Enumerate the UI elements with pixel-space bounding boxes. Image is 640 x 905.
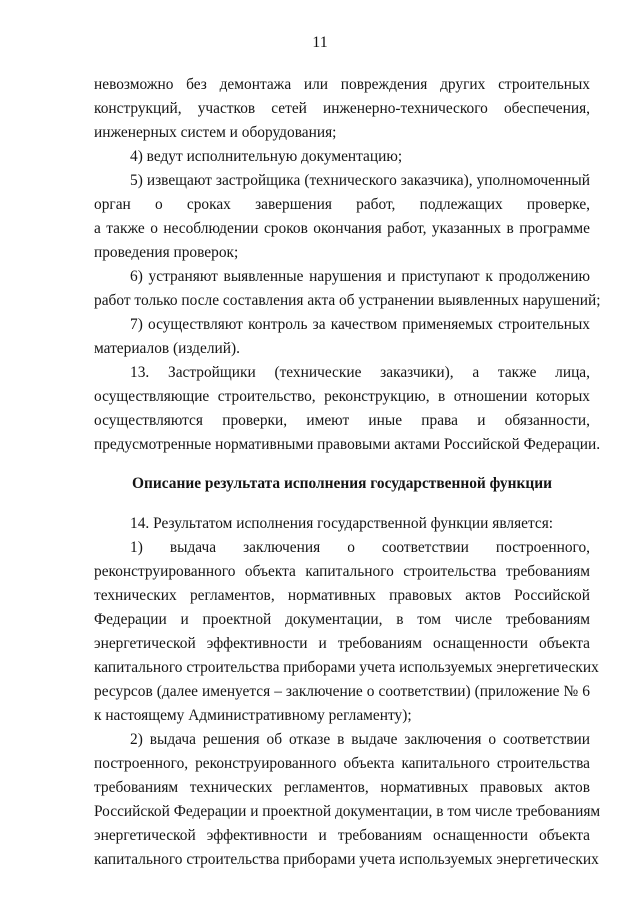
text-line: 6) устраняют выявленные нарушения и приступают к продолжению [130,268,590,285]
text-line: инженерных систем и оборудования; [94,124,337,141]
text-line: 5) извещают застройщика (технического заказчика), уполномоченный [130,172,590,189]
text-line: конструкций, участков сетей инженерно-технического обеспечения, [94,100,590,117]
text-line: капитального строительства приборами учета используемых энергетических [94,851,599,868]
text-line: реконструированного объекта капитального строительства требованиям [94,563,590,580]
text-line: 13. Застройщики (технические заказчики), а также лица, [130,364,590,381]
text-line: Федерации и проектной документации, в том числе требованиям [94,611,590,628]
page-number: 11 [312,34,328,51]
text-line: 4) ведут исполнительную документацию; [130,148,403,165]
text-line: осуществляются проверки, имеют иные права и обязанности, [94,412,590,429]
text-line: 2) выдача решения об отказе в выдаче заключения о соответствии [130,731,590,748]
text-line: 7) осуществляют контроль за качеством применяемых строительных [130,316,590,333]
body-text-top [94,73,601,457]
text-line: проведения проверок; [94,244,239,261]
text-line: технических регламентов, нормативных правовых актов Российской [94,587,590,604]
text-line: к настоящему Административному регламенту); [94,707,412,724]
text-line: а также о несоблюдении сроков окончания работ, указанных в программе [94,220,590,237]
section-heading: Описание результата исполнения государственной функции [132,475,552,492]
text-line: предусмотренные нормативными правовыми актами Российской Федерации. [94,436,601,453]
text-line: капитального строительства приборами учета используемых энергетических [94,659,599,676]
text-line: энергетической эффективности и требованиям оснащенности объекта [94,635,590,652]
text-line: невозможно без демонтажа или повреждения других строительных [94,76,590,93]
text-line: осуществляющие строительство, реконструкцию, в отношении которых [94,388,590,405]
text-line: ресурсов (далее именуется – заключение о соответствии) (приложение № 6 [94,683,590,700]
text-line: работ только после составления акта об устранении выявленных нарушений; [94,292,601,309]
text-line: 1) выдача заключения о соответствии построенного, [130,539,590,556]
body-text-bottom [94,512,601,872]
text-line: 14. Результатом исполнения государственной функции является: [130,515,554,532]
text-line: орган о сроках завершения работ, подлежащих проверке, [94,196,590,213]
text-line: построенного, реконструированного объекта капитального строительства [94,755,590,772]
text-line: материалов (изделий). [94,340,240,357]
text-line: Российской Федерации и проектной документации, в том числе требованиям [94,803,601,820]
text-line: энергетической эффективности и требованиям оснащенности объекта [94,827,590,844]
text-line: требованиям технических регламентов, нормативных правовых актов [94,779,590,796]
